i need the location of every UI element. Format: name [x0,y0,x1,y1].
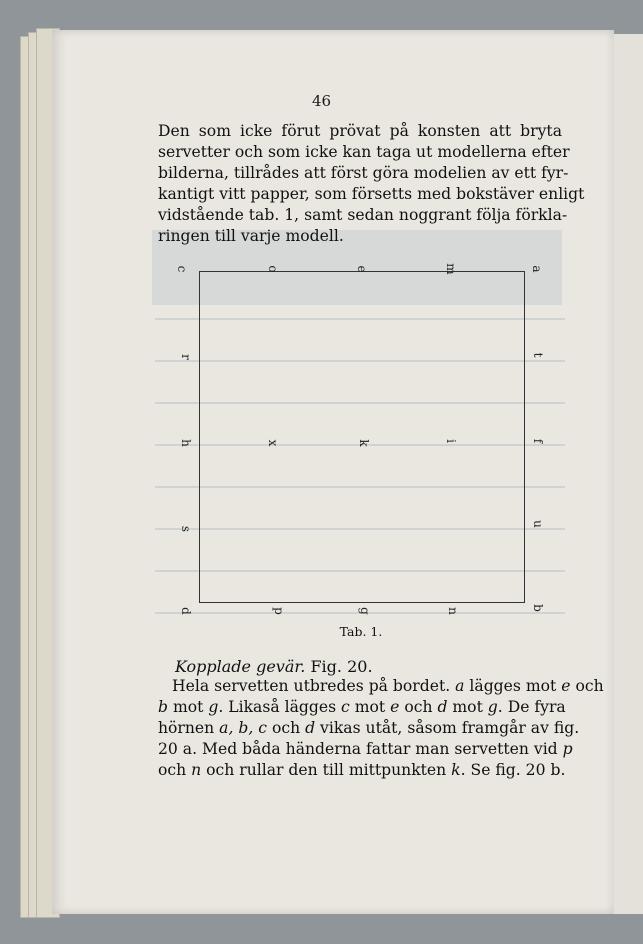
body-line [158,719,580,737]
body-text: Hela servetten utbredes på bordet. [172,677,456,695]
italic-letter: p [562,740,573,758]
italic-letter: a [455,677,465,695]
italic-letter: a, b, c [219,719,268,737]
diagram-label: h [179,439,193,447]
body-text: och [267,719,306,737]
section-heading [175,657,373,676]
italic-letter: k [451,761,461,779]
diagram-label: x [266,439,280,447]
diagram-label: s [179,525,193,533]
page-number: 46 [311,92,332,110]
diagram-label: o [266,265,280,273]
diagram-label: g [358,607,372,615]
diagram-label: i [444,439,458,443]
body-text: mot [447,698,488,716]
body-line [158,761,566,779]
body-text: mot [349,698,391,716]
italic-letter: g [208,698,219,716]
table-caption: Tab. 1. [339,624,383,639]
section-title: Kopplade gevär. [175,657,306,676]
diagram-label: n [446,607,460,615]
body-line [158,698,566,716]
intro-line: vidstående tab. 1, samt sedan noggrant följa förkla- [158,206,568,224]
diagram-label: m [444,263,458,275]
figure-reference: Fig. 20. [310,657,373,676]
intro-line: Den som icke förut prövat på konsten att bryta [158,122,562,140]
body-text: . Likaså lägges [218,698,342,716]
diagram-label: a [530,265,544,273]
italic-letter: d [437,698,448,716]
italic-letter: c [341,698,350,716]
diagram-label: r [179,354,193,360]
diagram-label: b [531,604,545,612]
italic-letter: d [305,719,316,737]
body-text: och rullar den till mittpunkten [201,761,452,779]
italic-letter: b [158,698,168,716]
body-text: 20 a. Med båda händerna fattar man servetten vid [158,740,563,758]
body-text: och [399,698,438,716]
body-line [158,740,573,758]
intro-line: bilderna, tillrådes att först göra modelien av ett fyr- [158,164,569,182]
italic-letter: e [561,677,571,695]
diagram-label: c [175,265,189,273]
diagram-label: u [531,520,545,528]
body-text: hörnen [158,719,220,737]
body-text: . Se fig. 20 b. [460,761,566,779]
diagram-label: f [531,438,545,444]
body-line [158,677,604,695]
diagram-label: t [531,352,545,358]
italic-letter: e [390,698,400,716]
intro-line: kantigt vitt papper, som försetts med bokstäver enligt [158,185,585,203]
diagram-label: d [179,607,193,615]
body-text: lägges mot [464,677,562,695]
intro-line: ringen till varje modell. [158,227,344,245]
body-text: och [570,677,604,695]
body-text: vikas utåt, såsom framgår av fig. [315,719,580,737]
body-text: mot [167,698,209,716]
intro-line: servetter och som icke kan taga ut modellerna efter [158,143,570,161]
body-text: och [158,761,192,779]
diagram-label: k [357,439,371,447]
italic-letter: n [191,761,202,779]
diagram-label: e [355,265,369,273]
italic-letter: g [487,698,498,716]
diagram-label: p [272,607,286,615]
body-text: . De fyra [497,698,566,716]
